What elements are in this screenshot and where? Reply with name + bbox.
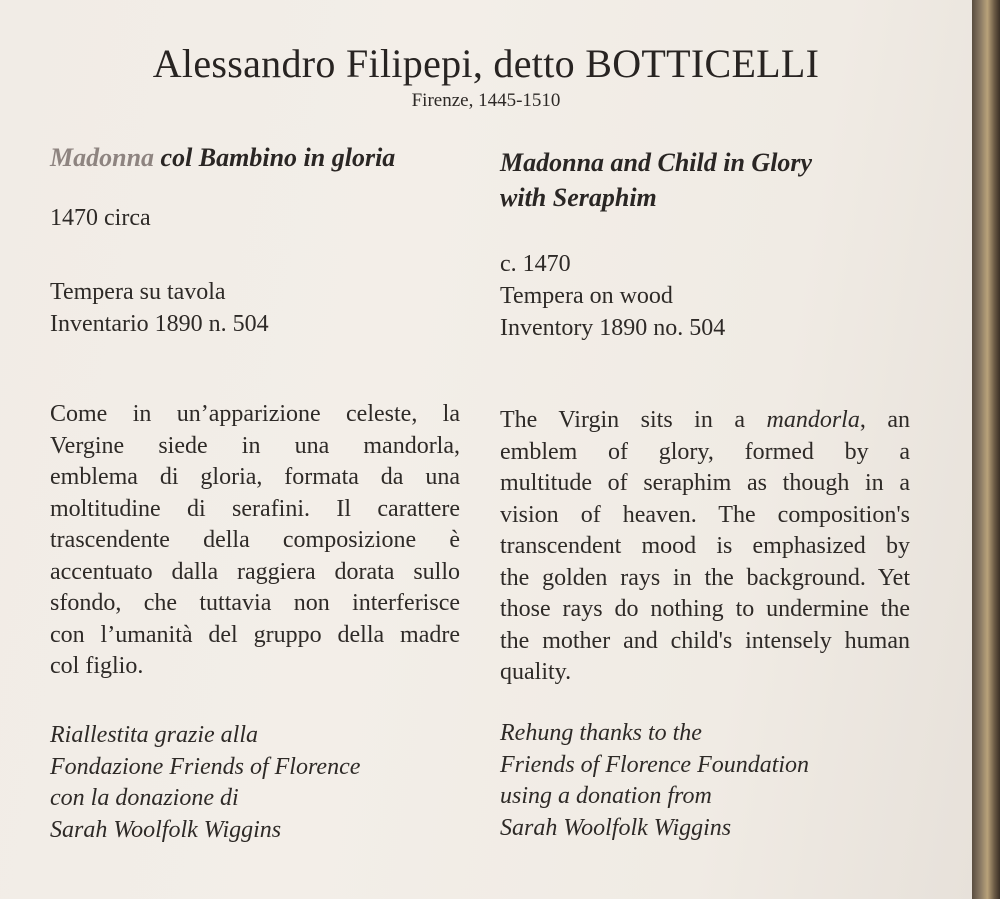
italian-inventory: Inventario 1890 n. 504 [50, 310, 269, 337]
english-body-line: multitude of seraphim as though in a [500, 470, 910, 496]
italian-credit-line: Riallestita grazie alla [50, 722, 258, 748]
english-body-line: transcendent mood is emphasized by [500, 533, 910, 559]
english-credit-line: Rehung thanks to the [500, 720, 702, 746]
english-medium: Tempera on wood [500, 283, 673, 309]
english-title-line: Madonna and Child in Glory [500, 148, 813, 177]
english-metadata [500, 281, 725, 344]
english-credit-line: Sarah Woolfolk Wiggins [500, 814, 732, 841]
english-date: c. 1470 [500, 251, 571, 277]
english-body-emphasis: mandorla [766, 407, 860, 433]
italian-body-line: emblema di gloria, formata da una [50, 464, 460, 490]
italian-credit-line: Fondazione Friends of Florence [50, 753, 361, 780]
english-body-line: emblem of glory, formed by a [500, 438, 910, 465]
english-body-line [500, 405, 910, 437]
english-body-text: The Virgin sits in a [500, 407, 767, 433]
italian-date: 1470 circa [50, 205, 151, 231]
english-credit [500, 718, 809, 844]
english-title-line: with Seraphim [500, 183, 657, 212]
italian-credit-line: Sarah Woolfolk Wiggins [50, 816, 282, 843]
italian-medium: Tempera su tavola [50, 279, 226, 305]
artist-name: Alessandro Filipepi, detto BOTTICELLI [152, 41, 820, 86]
italian-body-line: accentuato dalla raggiera dorata sullo [50, 558, 460, 585]
english-body-text: , an [859, 407, 910, 433]
italian-credit-line: con la donazione di [50, 785, 239, 811]
italian-title-faded-word: Madonna [50, 143, 155, 172]
english-description [500, 405, 910, 689]
english-body-line: those rays do nothing to undermine the [500, 596, 910, 622]
italian-artwork-title [50, 140, 470, 175]
italian-metadata [50, 277, 269, 340]
italian-body-line: con l’umanità del gruppo della madre [50, 621, 460, 648]
italian-body-line: Come in un’apparizione celeste, la [50, 401, 460, 427]
italian-body-line: Vergine siede in una mandorla, [50, 432, 460, 459]
italian-body-line: col figlio. [50, 653, 144, 679]
english-body-line: vision of heaven. The composition's [500, 501, 910, 528]
english-body-line: the mother and child's intensely human [500, 627, 910, 654]
italian-body-line: moltitudine di serafini. Il carattere [50, 495, 460, 522]
english-inventory: Inventory 1890 no. 504 [500, 314, 726, 341]
italian-body-line: trascendente della composizione è [50, 527, 460, 553]
english-artwork-title [500, 145, 940, 215]
italian-title-rest: col Bambino in gloria [154, 143, 396, 172]
artist-origin-dates: Firenze, 1445-1510 [411, 90, 561, 111]
english-credit-line: using a donation from [500, 783, 712, 809]
italian-description [50, 399, 460, 683]
italian-credit [50, 720, 360, 846]
english-credit-line: Friends of Florence Foundation [500, 751, 810, 778]
frame-edge [972, 0, 1000, 899]
italian-body-line: sfondo, che tuttavia non interferisce [50, 590, 460, 616]
english-body-line: quality. [500, 659, 572, 685]
english-body-line: the golden rays in the background. Yet [500, 564, 910, 591]
